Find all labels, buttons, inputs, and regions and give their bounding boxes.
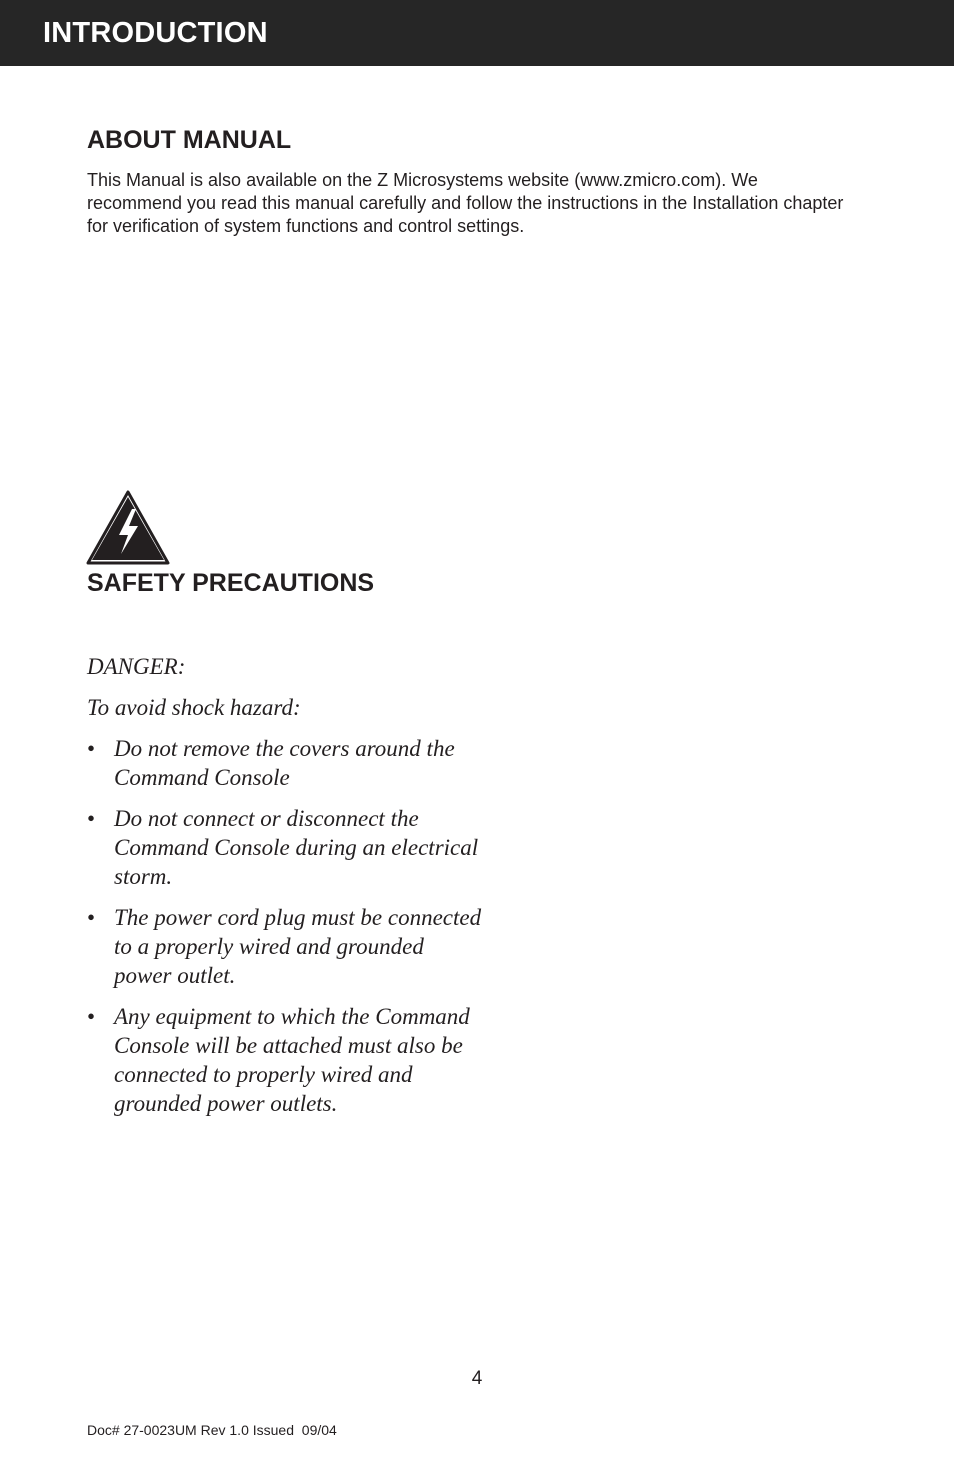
page-number: 4	[471, 1368, 483, 1389]
danger-notice	[87, 652, 487, 1130]
list-item-text: Any equipment to which the Command Console will be attached must also be connected to properly wired and grounded power outlets.	[114, 1004, 470, 1116]
header-bar	[0, 0, 954, 66]
bullet-icon: •	[87, 806, 96, 831]
danger-intro: To avoid shock hazard:	[87, 695, 301, 720]
list-item-text: Do not remove the covers around the Command Console	[114, 736, 455, 790]
list-item	[87, 903, 487, 990]
about-manual-heading: ABOUT MANUAL	[87, 126, 292, 154]
danger-label: DANGER:	[87, 654, 186, 679]
bullet-icon: •	[87, 1004, 96, 1029]
page-title: INTRODUCTION	[43, 17, 268, 49]
list-item	[87, 734, 487, 792]
list-item	[87, 1002, 487, 1118]
list-item	[87, 804, 487, 891]
bullet-icon: •	[87, 736, 96, 761]
danger-list	[87, 734, 487, 1118]
bullet-icon: •	[87, 905, 96, 930]
about-manual-body: This Manual is also available on the Z Microsystems website (www.zmicro.com). We recommend you read this manual carefully and follow the instructions in the Installation chapter for verification of system functions and control settings.	[87, 170, 844, 236]
safety-precautions-heading: SAFETY PRECAUTIONS	[87, 569, 375, 597]
list-item-text: Do not connect or disconnect the Command Console during an electrical storm.	[114, 806, 479, 889]
document-info: Doc# 27-0023UM Rev 1.0 Issued 09/04	[87, 1422, 337, 1438]
list-item-text: The power cord plug must be connected to a properly wired and grounded power outlet.	[114, 905, 482, 988]
electrical-hazard-warning-icon	[86, 490, 170, 565]
